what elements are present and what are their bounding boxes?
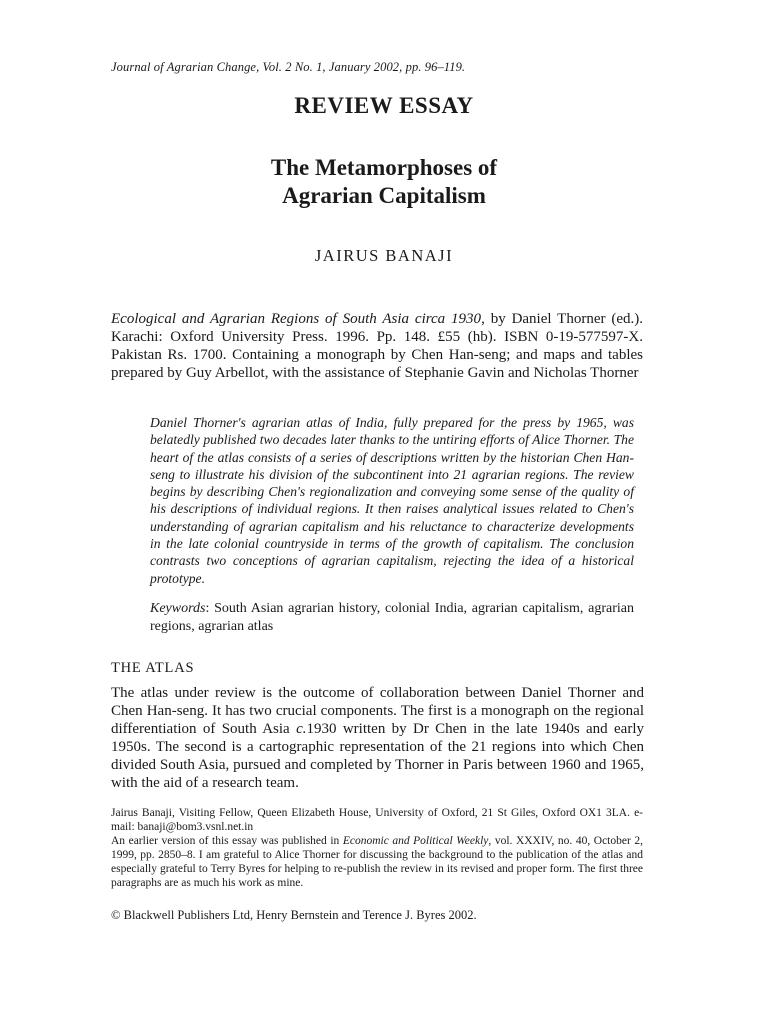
author-affiliation: Jairus Banaji, Visiting Fellow, Queen Elizabeth House, University of Oxford, 21 St Giles, Oxford OX1 3LA. e-mail: banaji@bom3.vsnl.net.in xyxy=(111,807,643,833)
body-text-italic: c. xyxy=(296,721,307,738)
publication-note-journal: Economic and Political Weekly xyxy=(342,835,489,847)
body-paragraph xyxy=(111,684,644,793)
abstract: Daniel Thorner's agrarian atlas of India, fully prepared for the press by 1965, was belatedly published two decades later thanks to the untiring efforts of Alice Thorner. The heart of the atlas consists of a series of descriptions written by the historian Chen Han-seng to illustrate his division of the subcontinent into 21 agrarian regions. The review begins by describing Chen's regionalization and conveying some sense of the quality of his descriptions of individual regions. It then raises analytical issues related to Chen's understanding of agrarian capitalism and his reluctance to characterize developments in the late colonial countryside in terms of the growth of capitalism. The conclusion contrasts two conceptions of agrarian capitalism, rejecting the idea of a historical prototype. xyxy=(150,415,634,586)
footnote xyxy=(111,806,643,890)
author-name: JAIRUS BANAJI xyxy=(314,246,454,265)
body-text-part-1: The atlas under review is the outcome of collaboration between Daniel Thorner and Chen Han-seng. It has two crucial components. The first is a monograph on the regional differentiation of South Asia xyxy=(111,685,644,738)
body-text-part-2: 1930 written by Dr Chen in the late 1940s and early 1950s. The second is a cartographic representation of the 21 regions into which Chen divided South Asia, pursued and completed by Thorner in Paris between 1960 and 1965, with the aid of a research team. xyxy=(111,721,644,792)
article-title xyxy=(0,154,768,210)
reviewed-book-details: , by Daniel Thorner (ed.). Karachi: Oxford University Press. 1996. Pp. 148. £55 (hb). ISBN 0-19-577597-X. Pakistan Rs. 1700. Containing a monograph by Chen Han-seng; and maps and tables prepared by Guy Arbellot, with the assistance of Stephanie Gavin and Nicholas Thorner xyxy=(111,311,643,381)
publication-note-part-2: , vol. XXXIV, no. 40, October 2, 1999, pp. 2850–8. I am grateful to Alice Thorner for discussing the background to the publication of the atlas and especially grateful to Terry Byres for helping to re-publish the review in its revised and proper form. The first three paragraphs are as much his work as mine. xyxy=(111,835,643,889)
publication-note xyxy=(111,834,643,890)
publication-note-part-1: An earlier version of this essay was published in xyxy=(111,835,343,847)
title-line-2: Agrarian Capitalism xyxy=(282,183,486,208)
section-type-heading: REVIEW ESSAY xyxy=(294,93,474,118)
copyright-notice: © Blackwell Publishers Ltd, Henry Bernstein and Terence J. Byres 2002. xyxy=(111,908,477,922)
journal-citation: Journal of Agrarian Change, Vol. 2 No. 1, January 2002, pp. 96–119. xyxy=(111,60,466,74)
reviewed-book-title: Ecological and Agrarian Regions of South Asia circa 1930 xyxy=(111,311,482,327)
title-line-1: The Metamorphoses of xyxy=(270,155,498,180)
keywords xyxy=(150,600,634,636)
reviewed-book-reference xyxy=(111,310,643,382)
section-heading: THE ATLAS xyxy=(111,660,195,676)
keywords-label: Keywords xyxy=(150,601,206,616)
keywords-text: : South Asian agrarian history, colonial India, agrarian capitalism, agrarian regions, agrarian atlas xyxy=(150,601,634,634)
